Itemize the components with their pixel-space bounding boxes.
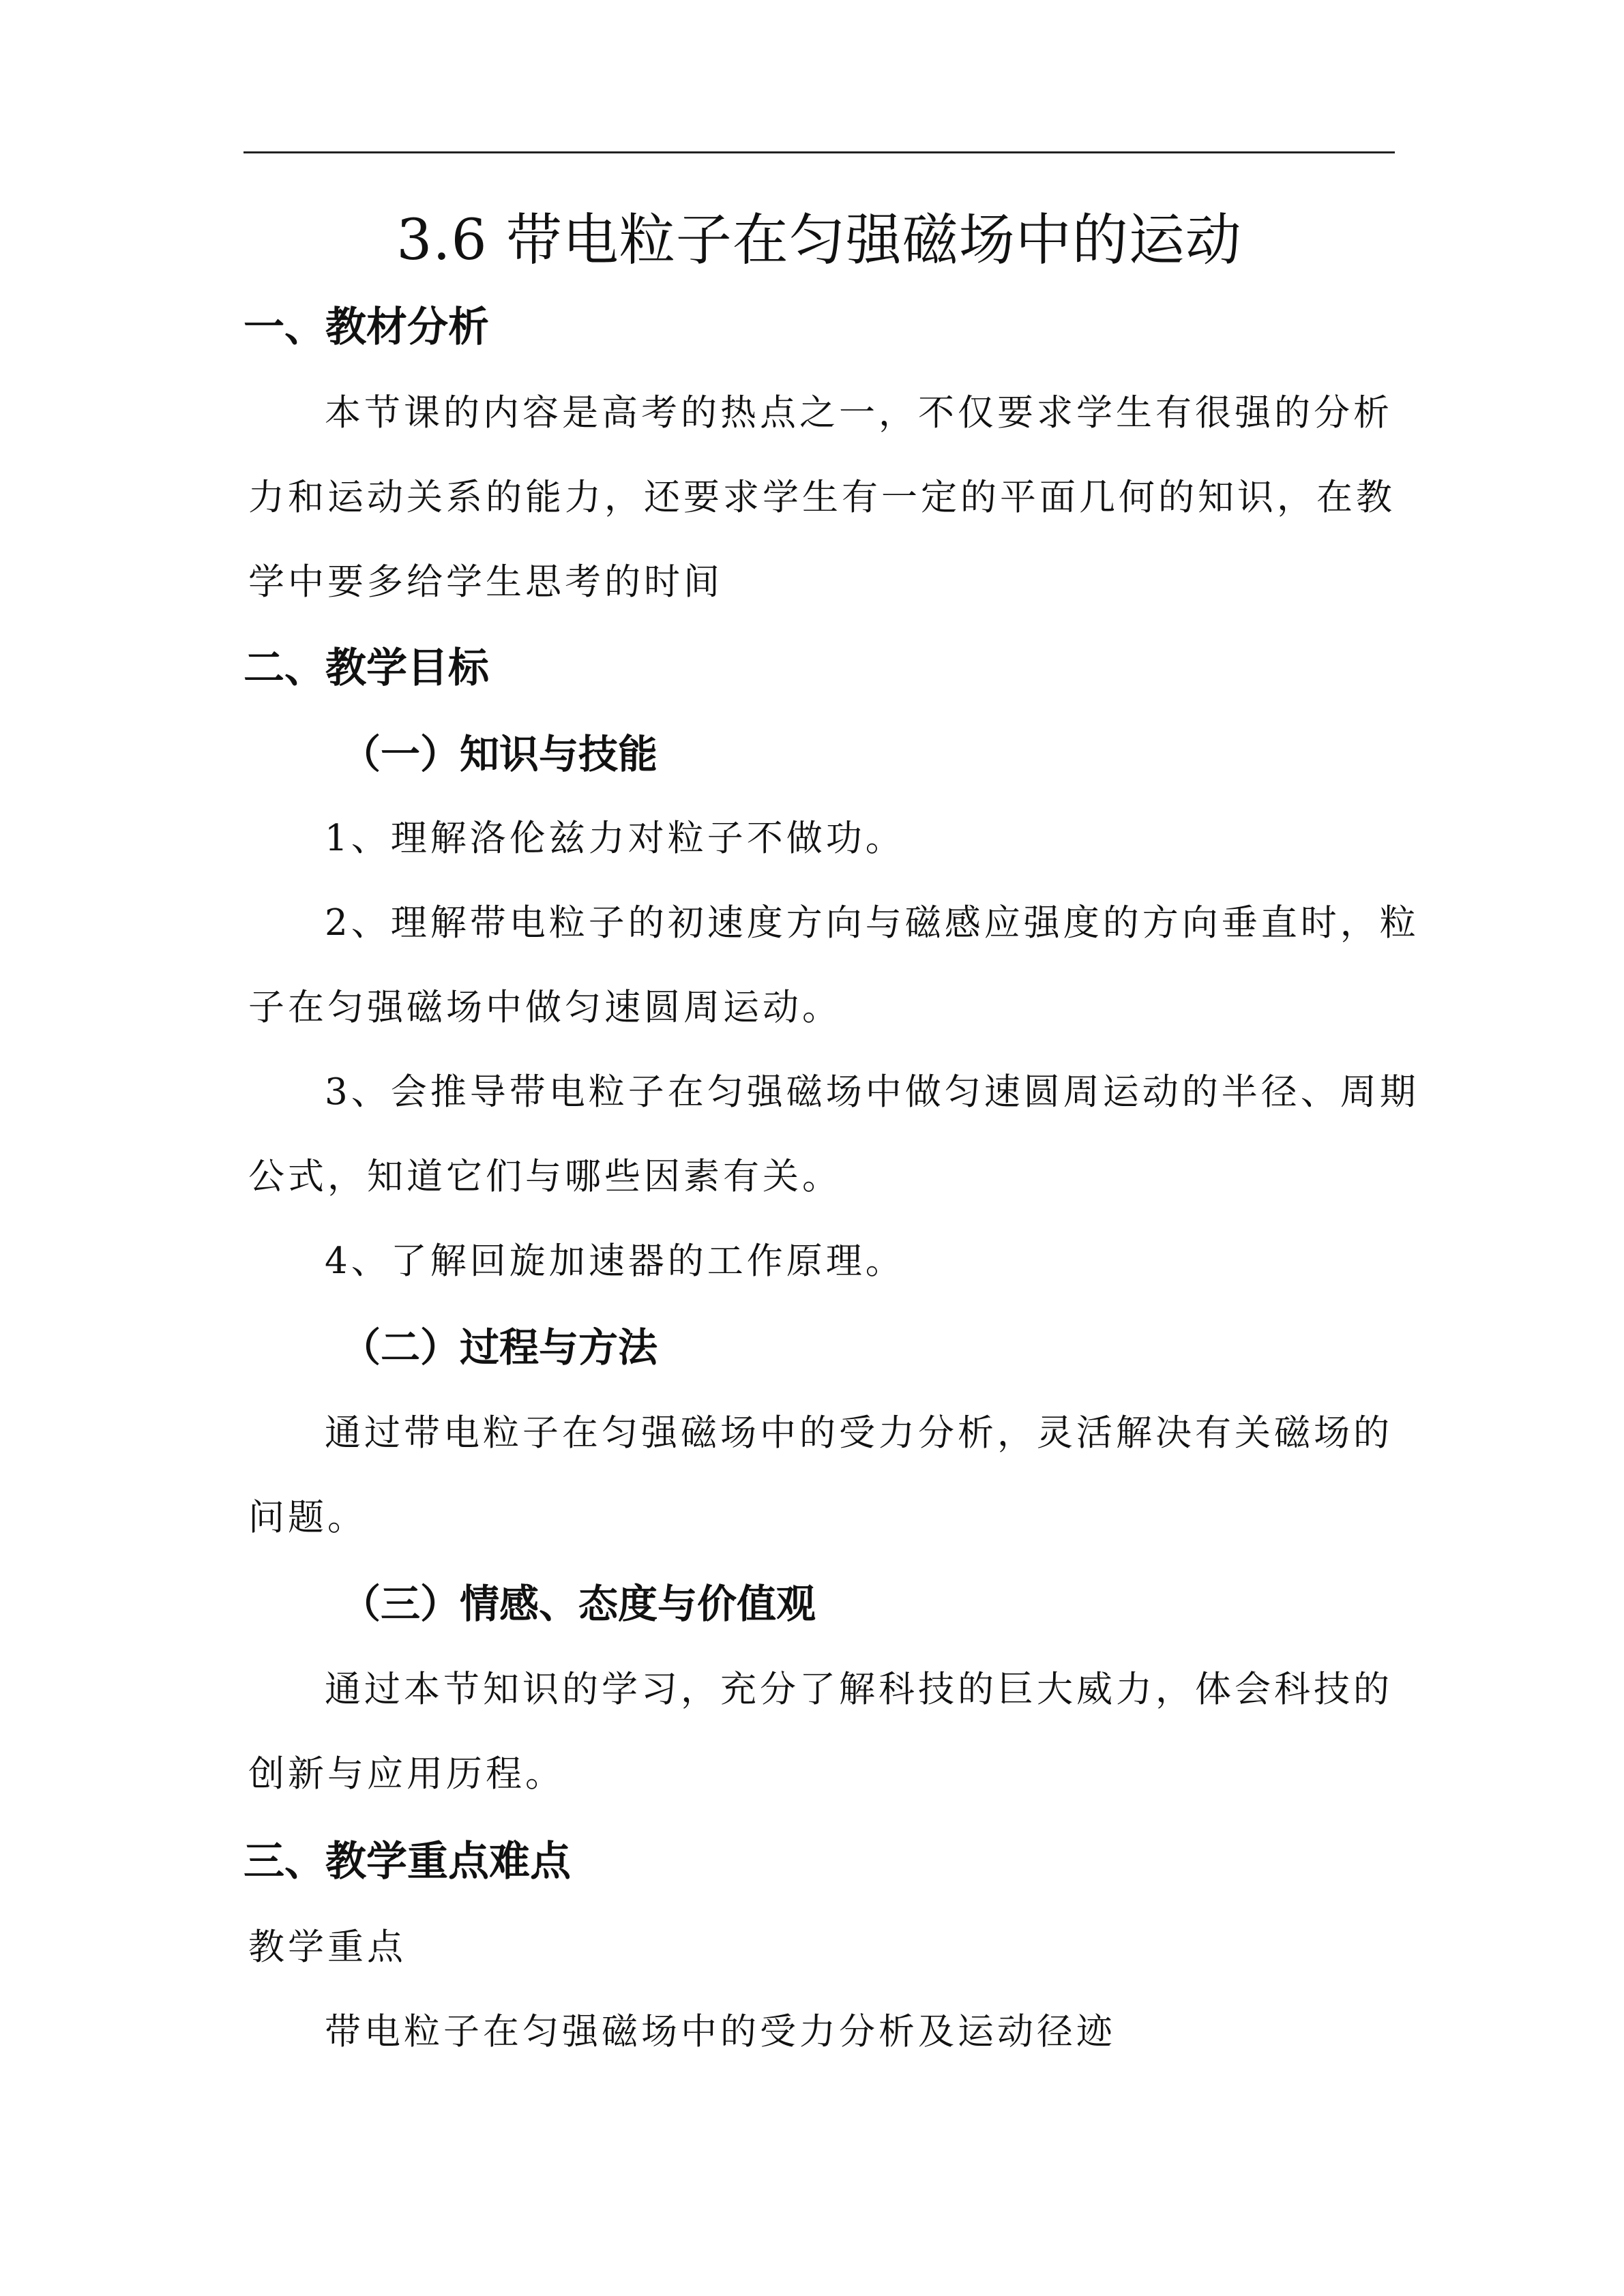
paragraph-line: 本节课的内容是高考的热点之一，不仅要求学生有很强的分析 [325,392,1393,434]
list-item: 1、理解洛伦兹力对粒子不做功。 [325,818,905,859]
subheading-emotion-values: （三）情感、态度与价值观 [341,1581,816,1627]
list-item: 2、理解带电粒子的初速度方向与磁感应强度的方向垂直时，粒 [325,902,1419,944]
paragraph-line: 通过本节知识的学习，充分了解科技的巨大威力，体会科技的 [325,1669,1393,1710]
list-item: 3、会推导带电粒子在匀强磁场中做匀速圆周运动的半径、周期 [325,1071,1419,1113]
section-heading-textbook-analysis: 一、教材分析 [243,303,489,351]
paragraph-line: 力和运动关系的能力，还要求学生有一定的平面几何的知识，在教 [248,477,1396,518]
document-title: 3.6 带电粒子在匀强磁场中的运动 [396,208,1242,273]
list-item-continuation: 公式，知道它们与哪些因素有关。 [248,1156,842,1197]
subheading-knowledge-skills: （一）知识与技能 [341,731,658,777]
section-heading-teaching-goals: 二、教学目标 [243,644,489,692]
section-heading-key-difficult-points: 三、教学重点难点 [243,1838,571,1885]
paragraph-line: 带电粒子在匀强磁场中的受力分析及运动径迹 [325,2011,1116,2053]
paragraph-line: 学中要多给学生思考的时间 [248,561,723,603]
list-item: 4、了解回旋加速器的工作原理。 [325,1240,905,1282]
paragraph-line: 问题。 [248,1497,367,1538]
header-rule [243,151,1395,153]
subheading-process-methods: （二）过程与方法 [341,1324,658,1371]
paragraph-line: 通过带电粒子在匀强磁场中的受力分析，灵活解决有关磁场的 [325,1412,1393,1454]
paragraph-line: 创新与应用历程。 [248,1753,565,1795]
list-item-continuation: 子在匀强磁场中做匀速圆周运动。 [248,987,842,1028]
label-key-points: 教学重点 [248,1926,407,1968]
